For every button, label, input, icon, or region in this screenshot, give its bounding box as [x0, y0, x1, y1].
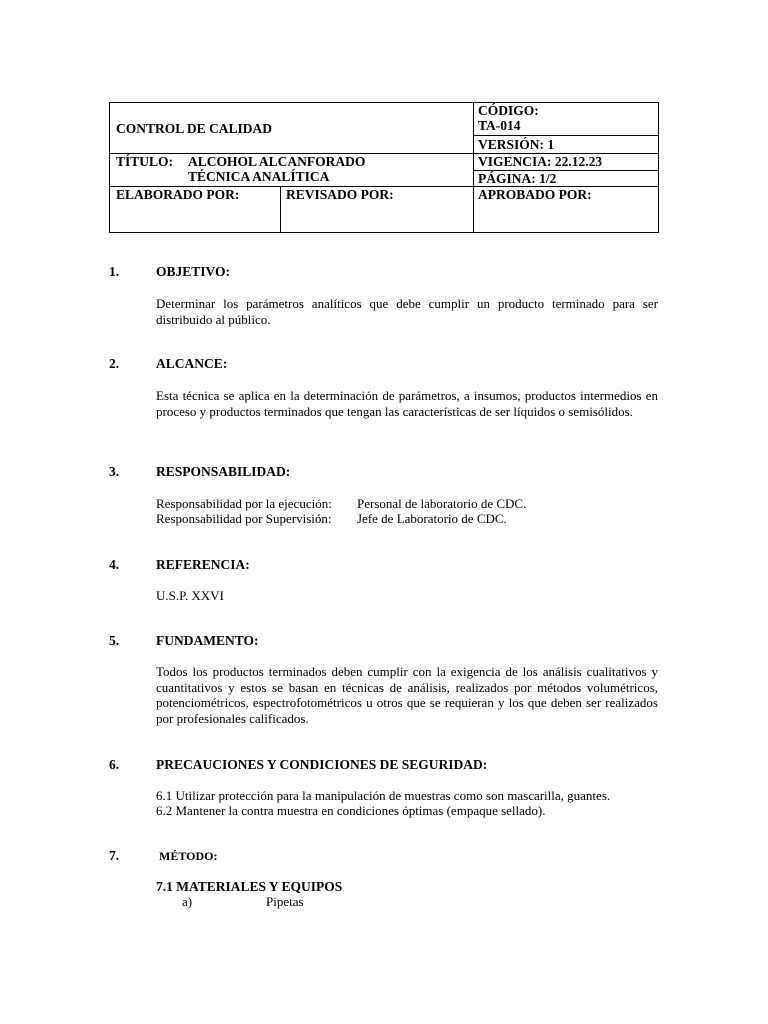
section-number: 5. — [109, 633, 120, 648]
precaucion-item: 6.2 Mantener la contra muestra en condiciones óptimas (empaque sellado). — [156, 803, 546, 818]
responsabilidad-label: Responsabilidad por la ejecución: — [156, 496, 332, 511]
section-number: 3. — [109, 464, 120, 479]
version-label: VERSIÓN: 1 — [478, 137, 555, 152]
section-title-alcance: ALCANCE: — [156, 356, 228, 371]
alcance-text: Esta técnica se aplica en la determinación de parámetros, a insumos, productos intermedios en proceso y productos terminados que tengan las características de ser líquidos o semisólidos. — [156, 388, 658, 419]
referencia-text: U.S.P. XXVI — [156, 588, 224, 603]
section-title-metodo: MÉTODO: — [159, 849, 218, 863]
responsabilidad-label: Responsabilidad por Supervisión: — [156, 511, 332, 526]
objetivo-text: Determinar los parámetros analíticos que debe cumplir un producto terminado para ser distribuido al público. — [156, 296, 658, 327]
col-divider — [473, 103, 474, 232]
section-title-referencia: REFERENCIA: — [156, 557, 250, 572]
section-number: 6. — [109, 757, 120, 772]
section-number: 7. — [109, 848, 120, 863]
section-number: 4. — [109, 557, 120, 572]
fundamento-text: Todos los productos terminados deben cumplir con la exigencia de los análisis cualitativos y cuantitativos y estos se basan en técnicas de análisis, realizados por métodos volumétricos, potenciométricos, espectrofotométricos u otros que se requieran y los que deben ser realizados por profesionales calificados. — [156, 664, 658, 726]
list-marker: a) — [182, 894, 193, 909]
section-number: 1. — [109, 264, 120, 279]
titulo-line1: ALCOHOL ALCANFORADO — [188, 154, 366, 169]
col-divider — [280, 186, 281, 232]
codigo-label: CÓDIGO: — [478, 103, 539, 118]
header-table — [109, 102, 659, 233]
precaucion-item: 6.1 Utilizar protección para la manipulación de muestras como son mascarilla, guantes. — [156, 788, 611, 803]
vigencia-label: VIGENCIA: 22.12.23 — [478, 154, 603, 169]
section-title-precauciones: PRECAUCIONES Y CONDICIONES DE SEGURIDAD: — [156, 757, 488, 772]
responsabilidad-value: Jefe de Laboratorio de CDC. — [357, 511, 507, 526]
row-divider — [473, 135, 658, 136]
list-item-text: Pipetas — [266, 894, 304, 909]
section-title-responsabilidad: RESPONSABILIDAD: — [156, 464, 291, 479]
section-title-fundamento: FUNDAMENTO: — [156, 633, 259, 648]
revisado-label: REVISADO POR: — [286, 187, 394, 202]
titulo-label: TÍTULO: — [116, 154, 174, 169]
subsection-title: 7.1 MATERIALES Y EQUIPOS — [156, 879, 343, 894]
company-name: CONTROL DE CALIDAD — [116, 121, 273, 136]
responsabilidad-value: Personal de laboratorio de CDC. — [357, 496, 527, 511]
aprobado-label: APROBADO POR: — [478, 187, 592, 202]
section-title-objetivo: OBJETIVO: — [156, 264, 230, 279]
pagina-label: PÁGINA: 1/2 — [478, 171, 557, 186]
titulo-line2: TÉCNICA ANALÍTICA — [188, 169, 330, 184]
codigo-value: TA-014 — [478, 118, 521, 133]
section-number: 2. — [109, 356, 120, 371]
elaborado-label: ELABORADO POR: — [116, 187, 240, 202]
